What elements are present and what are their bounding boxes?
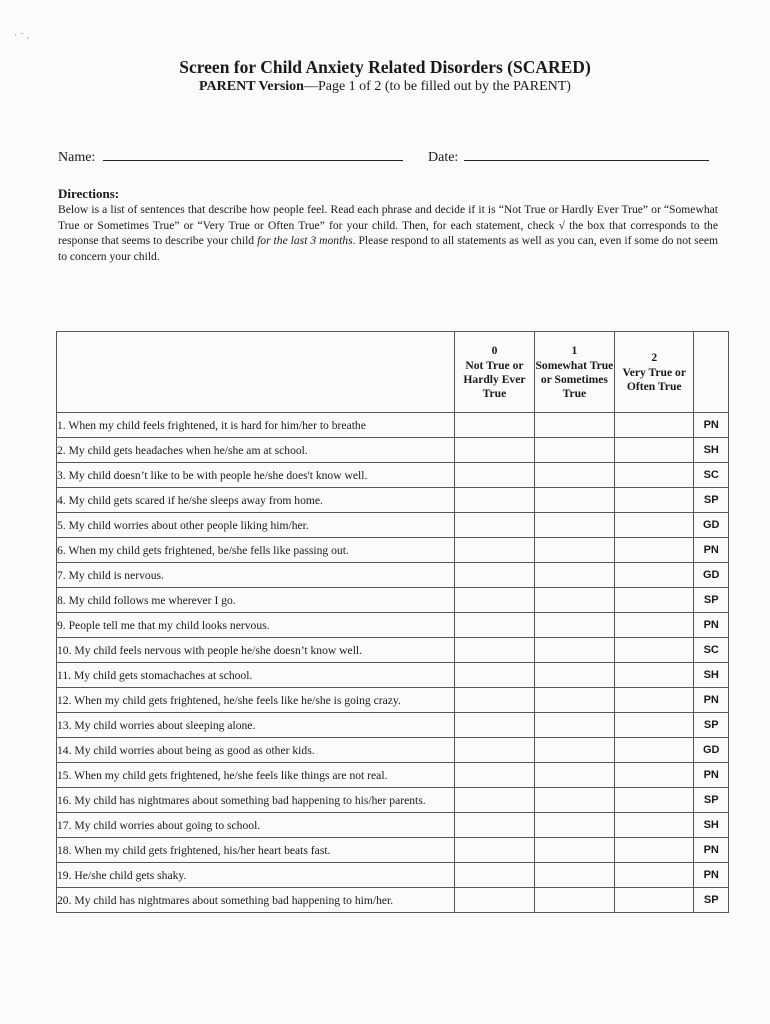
category-code: SH: [694, 663, 729, 688]
table-row: [57, 413, 729, 438]
category-code: GD: [694, 738, 729, 763]
table-row: [57, 663, 729, 688]
header-item-cell: [57, 332, 455, 413]
item-text: 10. My child feels nervous with people he/she doesn’t know well.: [57, 638, 455, 663]
name-label: Name:: [58, 150, 96, 165]
category-code: SH: [694, 438, 729, 463]
answer-box-0[interactable]: [455, 613, 535, 638]
form-subtitle: [0, 79, 770, 95]
category-code: SP: [694, 488, 729, 513]
answer-box-1[interactable]: [534, 763, 614, 788]
answer-box-0[interactable]: [455, 513, 535, 538]
table-row: [57, 513, 729, 538]
form-title: Screen for Child Anxiety Related Disorders (SCARED): [179, 57, 591, 77]
option-2-label: Very True or Often True: [622, 365, 686, 393]
answer-box-1[interactable]: [534, 688, 614, 713]
answer-box-0[interactable]: [455, 438, 535, 463]
header-option-2: [615, 332, 694, 413]
answer-box-2[interactable]: [615, 488, 694, 513]
table-row: [57, 838, 729, 863]
item-text: 12. When my child gets frightened, he/she feels like he/she is going crazy.: [57, 688, 455, 713]
category-code: SC: [694, 463, 729, 488]
item-text: 7. My child is nervous.: [57, 563, 455, 588]
answer-box-0[interactable]: [455, 488, 535, 513]
table-row: [57, 563, 729, 588]
table-row: [57, 613, 729, 638]
answer-box-0[interactable]: [455, 413, 535, 438]
category-code: PN: [694, 538, 729, 563]
answer-box-2[interactable]: [615, 413, 694, 438]
option-0-label: Not True or Hardly Ever True: [463, 358, 526, 400]
item-text: 5. My child worries about other people liking him/her.: [57, 513, 455, 538]
answer-box-1[interactable]: [534, 413, 614, 438]
category-code: PN: [694, 613, 729, 638]
category-code: SH: [694, 813, 729, 838]
item-text: 4. My child gets scared if he/she sleeps away from home.: [57, 488, 455, 513]
table-row: [57, 688, 729, 713]
header-code-cell: [694, 332, 729, 413]
answer-box-2[interactable]: [615, 463, 694, 488]
category-code: GD: [694, 513, 729, 538]
answer-box-2[interactable]: [615, 588, 694, 613]
answer-box-2[interactable]: [615, 738, 694, 763]
category-code: SP: [694, 788, 729, 813]
scan-marks: · ⁻ ‚: [14, 30, 30, 40]
directions-text-part2: . Please respond to all statements as well as you can, even if some do not seem to concern your child.: [58, 234, 718, 263]
table-row: [57, 638, 729, 663]
answer-box-2[interactable]: [615, 888, 694, 913]
category-code: PN: [694, 688, 729, 713]
answer-box-1[interactable]: [534, 638, 614, 663]
answer-box-0[interactable]: [455, 713, 535, 738]
answer-box-2[interactable]: [615, 838, 694, 863]
table-row: [57, 763, 729, 788]
answer-box-2[interactable]: [615, 788, 694, 813]
option-0-num: 0: [491, 343, 498, 357]
answer-box-1[interactable]: [534, 613, 614, 638]
table-row: [57, 863, 729, 888]
option-1-num: 1: [571, 343, 578, 357]
answer-box-1[interactable]: [534, 813, 614, 838]
answer-box-1[interactable]: [534, 538, 614, 563]
item-text: 3. My child doesn’t like to be with people he/she does't know well.: [57, 463, 455, 488]
item-text: 8. My child follows me wherever I go.: [57, 588, 455, 613]
answer-box-1[interactable]: [534, 513, 614, 538]
category-code: PN: [694, 763, 729, 788]
answer-box-2[interactable]: [615, 863, 694, 888]
answer-box-1[interactable]: [534, 713, 614, 738]
item-text: 13. My child worries about sleeping alone.: [57, 713, 455, 738]
date-field[interactable]: [428, 146, 709, 166]
category-code: PN: [694, 413, 729, 438]
option-2-num: 2: [651, 350, 658, 364]
table-row: [57, 788, 729, 813]
answer-box-2[interactable]: [615, 563, 694, 588]
answer-box-2[interactable]: [615, 438, 694, 463]
table-row: [57, 538, 729, 563]
item-text: 19. He/she child gets shaky.: [57, 863, 455, 888]
date-label: Date:: [428, 150, 459, 165]
directions-text-part1: Below is a list of sentences that describe how people feel. Read each phrase and decide if it is “Not True or Hardly Ever True” or “Somewhat True or Sometimes True” or “Very True or Often True” for your child. Then, for each statement, check √ the box that corresponds to the response that seems to describe your child: [58, 203, 718, 247]
category-code: SP: [694, 713, 729, 738]
version-label: PARENT Version: [199, 79, 304, 94]
response-table: [56, 331, 729, 913]
category-code: GD: [694, 563, 729, 588]
header-row: [57, 332, 729, 413]
answer-box-1[interactable]: [534, 838, 614, 863]
answer-box-0[interactable]: [455, 463, 535, 488]
answer-box-1[interactable]: [534, 888, 614, 913]
answer-box-2[interactable]: [615, 613, 694, 638]
category-code: SP: [694, 588, 729, 613]
header-option-0: [455, 332, 535, 413]
answer-box-0[interactable]: [455, 538, 535, 563]
answer-box-1[interactable]: [534, 438, 614, 463]
directions-emphasis: for the last 3 months: [257, 234, 353, 247]
item-text: 2. My child gets headaches when he/she am at school.: [57, 438, 455, 463]
answer-box-2[interactable]: [615, 763, 694, 788]
answer-box-1[interactable]: [534, 663, 614, 688]
item-text: 9. People tell me that my child looks nervous.: [57, 613, 455, 638]
option-1-label: Somewhat True or Sometimes True: [535, 358, 614, 400]
date-line[interactable]: [464, 146, 709, 161]
answer-box-1[interactable]: [534, 463, 614, 488]
answer-box-2[interactable]: [615, 513, 694, 538]
answer-box-2[interactable]: [615, 663, 694, 688]
answer-box-1[interactable]: [534, 788, 614, 813]
item-text: 14. My child worries about being as good as other kids.: [57, 738, 455, 763]
category-code: SP: [694, 888, 729, 913]
header-option-1: [534, 332, 614, 413]
item-text: 6. When my child gets frightened, be/she fells like passing out.: [57, 538, 455, 563]
page-info: —Page 1 of 2 (to be filled out by the PARENT): [303, 79, 571, 94]
answer-box-0[interactable]: [455, 688, 535, 713]
item-text: 20. My child has nightmares about something bad happening to him/her.: [57, 888, 455, 913]
answer-box-1[interactable]: [534, 588, 614, 613]
category-code: PN: [694, 863, 729, 888]
table-row: [57, 438, 729, 463]
answer-box-2[interactable]: [615, 638, 694, 663]
table-row: [57, 813, 729, 838]
answer-box-1[interactable]: [534, 563, 614, 588]
answer-box-0[interactable]: [455, 588, 535, 613]
directions-heading: Directions:: [58, 186, 120, 201]
table-row: [57, 588, 729, 613]
item-text: 11. My child gets stomachaches at school.: [57, 663, 455, 688]
answer-box-0[interactable]: [455, 763, 535, 788]
table-row: [57, 738, 729, 763]
answer-box-0[interactable]: [455, 738, 535, 763]
item-text: 15. When my child gets frightened, he/she feels like things are not real.: [57, 763, 455, 788]
answer-box-0[interactable]: [455, 863, 535, 888]
answer-box-1[interactable]: [534, 863, 614, 888]
item-text: 18. When my child gets frightened, his/her heart beats fast.: [57, 838, 455, 863]
answer-box-0[interactable]: [455, 663, 535, 688]
answer-box-0[interactable]: [455, 638, 535, 663]
answer-box-2[interactable]: [615, 813, 694, 838]
item-text: 1. When my child feels frightened, it is hard for him/her to breathe: [57, 413, 455, 438]
directions-text: [58, 202, 718, 264]
category-code: SC: [694, 638, 729, 663]
answer-box-1[interactable]: [534, 738, 614, 763]
category-code: PN: [694, 838, 729, 863]
answer-box-1[interactable]: [534, 488, 614, 513]
name-field[interactable]: [58, 146, 403, 166]
answer-box-0[interactable]: [455, 838, 535, 863]
answer-box-2[interactable]: [615, 538, 694, 563]
table-row: [57, 713, 729, 738]
answer-box-0[interactable]: [455, 888, 535, 913]
answer-box-2[interactable]: [615, 688, 694, 713]
answer-box-0[interactable]: [455, 788, 535, 813]
item-text: 16. My child has nightmares about something bad happening to his/her parents.: [57, 788, 455, 813]
table-row: [57, 888, 729, 913]
answer-box-0[interactable]: [455, 563, 535, 588]
item-text: 17. My child worries about going to school.: [57, 813, 455, 838]
answer-box-0[interactable]: [455, 813, 535, 838]
table-row: [57, 488, 729, 513]
table-row: [57, 463, 729, 488]
answer-box-2[interactable]: [615, 713, 694, 738]
name-line[interactable]: [103, 146, 403, 161]
